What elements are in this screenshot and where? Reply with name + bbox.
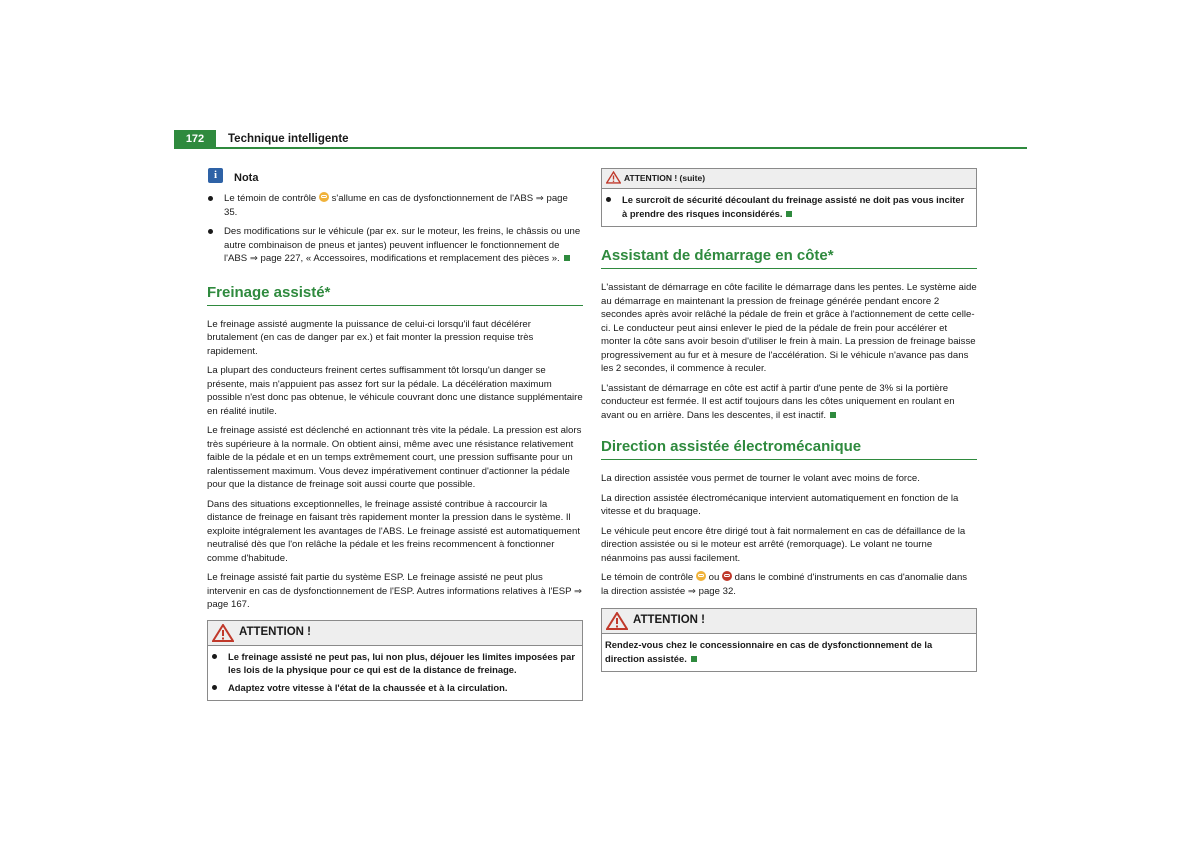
end-mark (564, 255, 570, 261)
paragraph: Le freinage assisté est déclenché en actionnant très vite la pédale. La pression est alors très supérieure à la normale. On obtient ainsi, même avec une résistance relativement faible de la pédale et en un temps extrêmement court, une pression suffisante pour un ralentissement maximum. Vous devez impérativement continuer d'actionner la pédale pour que la distance de freinage soit aussi courte que possible. (207, 425, 582, 490)
paragraph: Le freinage assisté fait partie du système ESP. Le freinage assisté ne peut plus intervenir en cas de dysfonctionnement de l'ESP. Autres informations relatives à l'ESP ⇒ page 167. (207, 572, 583, 610)
bullet-dot (208, 229, 213, 234)
warning-header (602, 609, 976, 634)
note-bullet-abs: Le témoin de contrôle s'allume en cas de dysfonctionnement de l'ABS ⇒ page 35. (207, 192, 583, 219)
warning-triangle-icon (212, 624, 234, 642)
bullet-dot (212, 685, 217, 690)
paragraph: Le véhicule peut encore être dirigé tout à fait normalement en cas de défaillance de la direction assistée ou si le moteur est arrêté (remorquage). Le volant ne tourne néanmoins pas aussi facilement. (601, 525, 966, 564)
warning-box (207, 620, 583, 702)
paragraph-lamps: Le témoin de contrôle ou dans le combiné d'instruments en cas d'anomalie dans la direction assistée ⇒ page 32. (601, 572, 968, 597)
steering-warning-amber-icon (696, 571, 706, 581)
warning-bullet: Adaptez votre vitesse à l'état de la chaussée et à la circulation. (211, 681, 577, 695)
warning-header (208, 621, 582, 646)
paragraph: L'assistant de démarrage en côte facilite le démarrage dans les pentes. Le système aide au démarrage en maintenant la pression de freinage générée pendant encore 2 secondes après avoir relâché la pédale de frein et grâce à l'actionnement de cette celle-ci. Le conducteur peut ainsi enlever le pied de la pédale de frein pour accélérer et monter la côte sans avoir besoin d'utiliser le frein à main. La pression de freinage baisse progressivement au fur et à mesure de l'accélération. Si le véhicule n'avance pas dans les 2 secondes, il commence à reculer. (601, 282, 977, 374)
steering-warning-red-icon (722, 571, 732, 581)
warning-triangle-icon (606, 612, 628, 630)
page-header (174, 130, 1027, 149)
note-bullet-modifications: Des modifications sur le véhicule (par ex. sur le moteur, les freins, le châssis ou une autre combinaison de pneus et jantes) peuvent influencer le fonctionnement de l'ABS ⇒ page 227, « Accessoires, modifications et remplacement des pièces ». (207, 225, 583, 266)
end-mark (830, 412, 836, 418)
header-rule (174, 147, 1027, 149)
heading-assistant-demarrage: Assistant de démarrage en côte* (601, 247, 977, 269)
paragraph: Le freinage assisté augmente la puissance de celui-ci lorsqu'il faut décélérer brutalement (en cas de danger par ex.) et fait monter la pression requise très rapidement. (207, 318, 534, 357)
right-column (601, 168, 977, 672)
end-mark (786, 211, 792, 217)
warning-title: ATTENTION ! (633, 614, 705, 626)
warning-bullet: Le freinage assisté ne peut pas, lui non plus, déjouer les limites imposées par les lois de la physique pour ce qui est de la distance de freinage. (211, 650, 577, 677)
bullet-dot (606, 197, 611, 202)
page-number: 172 (174, 130, 216, 149)
warning-continued-title: ATTENTION ! (suite) (624, 173, 706, 183)
warning-box (601, 608, 977, 672)
paragraph: L'assistant de démarrage en côte est actif à partir d'une pente de 3% si la portière conducteur est fermée. Il est actif toujours dans les côtes uniquement en roulant en avant ou en arrière. Dans les descentes, il est inactif. (601, 382, 955, 421)
paragraph: Dans des situations exceptionnelles, le freinage assisté contribue à raccourcir la distance de freinage en faisant très rapidement monter la pression dans le système. Il exploite intégralement les avantages de l'ABS. Le freinage assisté est automatiquement neutralisé dès que l'on relâche la pédale et les freins recommencent à fonctionner comme d'habitude. (207, 498, 581, 564)
bullet-dot (208, 196, 213, 201)
warning-title: ATTENTION ! (239, 625, 311, 638)
paragraph: La direction assistée vous permet de tourner le volant avec moins de force. (601, 473, 920, 484)
end-mark (691, 656, 697, 662)
note-header (207, 168, 583, 190)
paragraph: La direction assistée électromécanique intervient automatiquement en fonction de la vitesse et du braquage. (601, 492, 959, 517)
bullet-dot (212, 654, 217, 659)
warning-triangle-icon (606, 171, 621, 184)
section-title: Technique intelligente (228, 133, 349, 145)
abs-warning-lamp-icon (319, 192, 329, 202)
warning-text: Rendez-vous chez le concessionnaire en cas de dysfonctionnement de la direction assistée. (605, 639, 933, 664)
heading-direction-assistee: Direction assistée électromécanique (601, 438, 977, 460)
left-column (207, 168, 583, 701)
paragraph: La plupart des conducteurs freinent certes suffisamment tôt lorsqu'un danger se présente, mais n'appuient pas assez fort sur la pédale. La décélération maximum possible n'est donc pas obtenue, le véhicule couvrant donc une distance supplémentaire en réalité inutile. (207, 365, 583, 417)
warning-bullet: Le surcroît de sécurité découlant du freinage assisté ne doit pas vous inciter à prendre des risques inconsidérés. (605, 193, 971, 220)
warning-continued-header (602, 169, 976, 189)
note-title: Nota (234, 172, 259, 184)
warning-continued-box (601, 168, 977, 227)
heading-freinage-assiste: Freinage assisté* (207, 284, 583, 306)
info-icon: i (208, 168, 223, 183)
